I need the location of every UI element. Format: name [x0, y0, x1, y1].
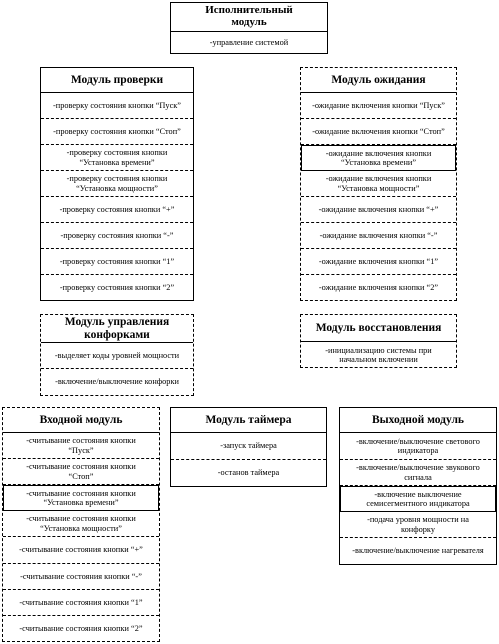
- check-module: [40, 67, 194, 301]
- wait-item-2: -ожидание включения кнопки “2”: [318, 282, 439, 292]
- timer-module-title: Модуль таймера: [171, 408, 326, 433]
- input-item-start: -считывание состояния кнопки “Пуск”: [3, 433, 159, 459]
- check-item-stop: -проверку состояния кнопки “Стоп”: [41, 119, 193, 145]
- burner-module: [40, 314, 194, 396]
- output-module: [339, 407, 497, 565]
- executive-module: [170, 2, 328, 54]
- wait-item-plus: -ожидание включения кнопки “+”: [301, 197, 456, 223]
- input-item-time: -считывание состояния кнопки “Установка времени”: [3, 485, 159, 511]
- output-module-title: Выходной модуль: [340, 408, 496, 433]
- wait-item-time: -ожидание включения кнопки “Установка времени”: [301, 145, 456, 171]
- check-item-start: -проверку состояния кнопки “Пуск”: [41, 93, 193, 119]
- input-module-title: Входной модуль: [3, 408, 159, 433]
- restore-module: [300, 314, 457, 368]
- check-module-title: Модуль проверки: [41, 68, 193, 93]
- wait-module: [300, 67, 457, 301]
- check-item-2: -проверку состояния кнопки “2”: [59, 282, 175, 292]
- wait-item-power: -ожидание включения кнопки “Установка мощности”: [301, 171, 456, 197]
- output-item-heater: -включение/выключение нагревателя: [352, 546, 484, 556]
- input-item-power: -считывание состояния кнопки “Установка мощности”: [3, 511, 159, 537]
- executive-item-1: -управление системой: [209, 38, 289, 48]
- check-item-1: -проверку состояния кнопки “1”: [41, 249, 193, 275]
- output-item-power: -подача уровня мощности на конфорку: [340, 512, 496, 538]
- burner-item-codes: -выделяет коды уровней мощности: [41, 343, 193, 369]
- wait-item-minus: -ожидание включения кнопки “-”: [301, 223, 456, 249]
- timer-module: [170, 407, 327, 487]
- input-item-plus: -считывание состояния кнопки “+”: [3, 537, 159, 564]
- wait-item-stop: -ожидание включения кнопки “Стоп”: [301, 119, 456, 145]
- output-item-sound: -включение/выключение звукового сигнала: [340, 460, 496, 486]
- executive-module-title: Исполнительный модуль: [171, 3, 327, 32]
- timer-item-stop: -останов таймера: [217, 468, 280, 478]
- wait-item-1: -ожидание включения кнопки “1”: [301, 249, 456, 275]
- input-item-1: -считывание состояния кнопки “1”: [3, 590, 159, 616]
- wait-module-title: Модуль ожидания: [301, 68, 456, 93]
- restore-module-title: Модуль восстановления: [301, 315, 456, 342]
- burner-module-title: Модуль управления конфорками: [41, 315, 193, 343]
- input-item-stop: -считывание состояния кнопки “Стоп”: [3, 459, 159, 485]
- input-item-minus: -считывание состояния кнопки “-”: [3, 564, 159, 590]
- input-module: [2, 407, 160, 642]
- restore-item-init: -инициализацию системы при начальном включении: [325, 345, 432, 364]
- wait-item-start: -ожидание включения кнопки “Пуск”: [301, 93, 456, 119]
- input-item-2: -считывание состояния кнопки “2”: [19, 623, 143, 633]
- output-item-segment: -включение выключение семисегментного индикатора: [340, 486, 496, 512]
- check-item-minus: -проверку состояния кнопки “-”: [41, 223, 193, 249]
- burner-item-toggle: -включение/выключение конфорки: [55, 377, 179, 387]
- output-item-light: -включение/выключение светового индикатора: [340, 433, 496, 460]
- check-item-plus: -проверку состояния кнопки “+”: [41, 197, 193, 223]
- check-item-time: -проверку состояния кнопки “Установка времени”: [41, 145, 193, 171]
- check-item-power: -проверку состояния кнопки “Установка мощности”: [41, 171, 193, 197]
- timer-item-start: -запуск таймера: [171, 433, 326, 460]
